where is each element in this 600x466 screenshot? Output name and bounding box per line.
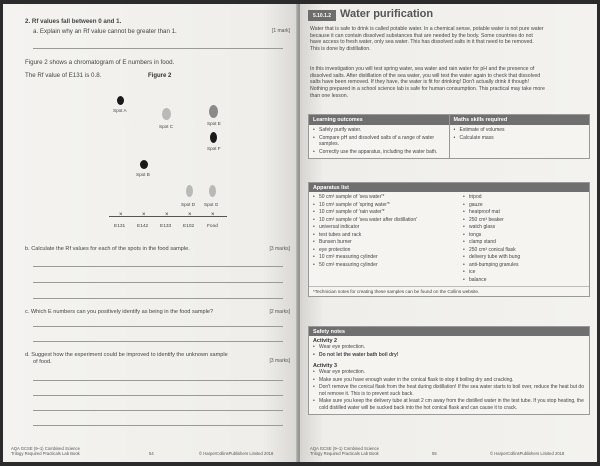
list-item: • Wear eye protection. <box>313 344 585 351</box>
left-footer <box>11 446 80 457</box>
spot-e <box>209 105 218 118</box>
list-item: • delivery tube with bung <box>463 254 520 261</box>
list-item: • watch glass <box>463 224 495 231</box>
spot-g-label: Spot G <box>204 202 219 207</box>
investigation-paragraph <box>310 66 588 99</box>
chromatogram <box>103 84 233 229</box>
maths-skills-list <box>449 125 590 158</box>
list-item: • 50 cm³ measuring cylinder <box>313 262 463 269</box>
baseline-label-e142: E142 <box>137 224 149 229</box>
baseline-cross: × <box>142 212 146 218</box>
list-item: • 50 cm³ sample of 'sea water'* <box>313 194 463 201</box>
list-item: • Estimate of volumes <box>454 127 586 134</box>
spot-b-label: Spot B <box>136 172 150 177</box>
activity-3-list <box>309 369 589 414</box>
question-2d-line-2: of food. <box>33 359 52 366</box>
copyright: © HarperCollinsPublishers Limited 2018 <box>490 450 565 456</box>
answer-line[interactable] <box>33 282 283 283</box>
list-item: • tongs <box>463 232 481 239</box>
list-item: • anti-bumping granules <box>463 262 518 269</box>
answer-line[interactable] <box>33 380 283 381</box>
figure-intro: Figure 2 shows a chromatogram of E numbers in food. <box>25 59 175 66</box>
answer-line[interactable] <box>33 48 283 49</box>
answer-line[interactable] <box>33 410 283 411</box>
list-item: • Make sure you keep the delivery tube at least 2 cm away from the distilled water in the test tube. If you stop heating, the cold distilled water will be sucked back into the hot conical flask and can cause it to crack. <box>313 398 585 411</box>
activity-2-list <box>309 344 589 361</box>
left-page <box>3 4 298 462</box>
spot-e-label: Spot E <box>207 121 221 126</box>
apparatus-heading: Apparatus list <box>309 183 589 192</box>
list-item: • 10 cm³ sample of 'spring water'* <box>313 202 463 209</box>
spot-c <box>162 108 171 120</box>
list-item: • Make sure you have enough water in the conical flask to stop it boiling dry and cracking. <box>313 377 585 384</box>
investigation-line: Nothing prepared in a school science lab is safe for human consumption. This practical may take more <box>310 85 545 92</box>
list-item: • tripod <box>463 194 482 201</box>
maths-skills-heading: Maths skills required <box>449 115 590 125</box>
apparatus-box <box>308 182 590 297</box>
investigation-line: than one lesson. <box>310 92 349 99</box>
intro-line: This is done by distillation. <box>310 45 371 52</box>
list-item: • 250 cm³ beaker <box>463 217 504 224</box>
question-2-heading: 2. Rf values fall between 0 and 1. <box>25 18 122 25</box>
page-title: Water purification <box>340 8 434 20</box>
footer-book: Trilogy Required Practicals Lab Book <box>11 450 80 456</box>
intro-line: because it can contain dissolved substances that are needed by the body. Some countries do not <box>310 32 533 39</box>
baseline-label-e102: E102 <box>183 224 195 229</box>
list-item: • Correctly use the apparatus, including the water bath. <box>313 149 445 156</box>
apparatus-list <box>309 192 589 286</box>
baseline-label-food: Food <box>207 224 218 229</box>
list-item: • Do not let the water bath boil dry! <box>313 352 585 359</box>
learning-outcomes-heading: Learning outcomes <box>309 115 449 125</box>
baseline-label-e131: E131 <box>114 224 126 229</box>
outcomes-box <box>308 114 590 159</box>
figure-title: Figure 2 <box>148 73 172 79</box>
safety-box <box>308 326 590 415</box>
list-item: • universal indicator <box>313 224 463 231</box>
answer-line[interactable] <box>33 298 283 299</box>
answer-line[interactable] <box>33 326 283 327</box>
list-item: • 10 cm³ sample of 'rain water'* <box>313 209 463 216</box>
safety-heading: Safety notes <box>309 327 589 336</box>
page-number: 55 <box>432 450 437 456</box>
footer-book: Trilogy Required Practicals Lab Book <box>310 450 379 456</box>
answer-line[interactable] <box>33 425 283 426</box>
spot-f-label: Spot F <box>207 146 221 151</box>
copyright: © HarperCollinsPublishers Limited 2018 <box>199 450 274 456</box>
intro-line: Water that is safe to drink is called potable water. In a chemical sense, potable water is not pure water <box>310 26 544 32</box>
list-item: • Safely purify water. <box>313 127 445 134</box>
question-2d-marks: [3 marks] <box>269 358 290 364</box>
baseline-cross: × <box>188 212 192 218</box>
baseline-cross: × <box>119 212 123 218</box>
right-page <box>300 4 597 462</box>
question-2b: b. Calculate the Rf values for each of the spots in the food sample. <box>25 246 190 252</box>
investigation-line: In this investigation you will test spring water, sea water and rain water for pH and the presence of <box>310 66 535 72</box>
question-2d <box>25 352 228 367</box>
list-item: • 250 cm³ conical flask <box>463 247 516 254</box>
spot-a-label: Spot A <box>113 108 127 113</box>
footer-series: AQA GCSE (9–1) Combined Science <box>11 445 80 451</box>
rf-note: The Rf value of E131 is 0.8. <box>25 72 102 79</box>
list-item: • Don't remove the conical flask from the heat during distillation! If the sea water starts to boil over, reduce the heat but do not remove it. This is to prevent suck back. <box>313 384 585 397</box>
question-2d-line-1: d. Suggest how the experiment could be improved to identify the unknown sample <box>25 352 228 358</box>
spot-d-label: Spot D <box>181 202 196 207</box>
question-2c-marks: [2 marks] <box>269 309 290 315</box>
page-number: 54 <box>149 450 154 456</box>
list-item: • balance <box>463 277 487 284</box>
activity-3-heading: Activity 3 <box>313 363 337 370</box>
question-2c: c. Which E numbers can you positively identify as being in the food sample? <box>25 309 214 315</box>
list-item: • Wear eye protection. <box>313 369 585 376</box>
spot-b <box>140 160 148 169</box>
question-2b-marks: [3 marks] <box>269 246 290 252</box>
activity-2-heading: Activity 2 <box>313 338 337 345</box>
list-item: • Bunsen burner <box>313 239 463 246</box>
spot-g <box>209 185 216 197</box>
spot-c-label: Spot C <box>159 124 174 129</box>
list-item: • heatproof mat <box>463 209 500 216</box>
footer-series: AQA GCSE (9–1) Combined Science <box>310 445 379 451</box>
list-item: • 10 cm³ sample of 'sea water after distillation' <box>313 217 463 224</box>
spec-code-badge: 5.10.1.2 <box>308 10 336 21</box>
intro-line: have access to fresh water, only sea water. This has dissolved salts in it that need to be removed. <box>310 39 534 46</box>
spot-d <box>186 185 193 197</box>
question-2a-marks: [1 mark] <box>271 28 290 34</box>
list-item: • ice <box>463 269 475 276</box>
investigation-line: dissolved salts. After distillation of the sea water, you will test the water again to check that dissolved <box>310 72 541 79</box>
baseline-cross: × <box>211 212 215 218</box>
answer-line[interactable] <box>33 266 283 267</box>
list-item: • eye protection <box>313 247 463 254</box>
spot-f <box>210 132 217 143</box>
baseline-label-e133: E133 <box>160 224 172 229</box>
list-item: • gauze <box>463 202 483 209</box>
baseline-cross: × <box>165 212 169 218</box>
learning-outcomes-list <box>309 125 449 158</box>
right-footer <box>310 446 379 457</box>
question-2a: a. Explain why an Rf value cannot be greater than 1. <box>33 28 177 35</box>
intro-paragraph <box>310 26 588 53</box>
spot-a <box>117 96 124 105</box>
list-item: • test tubes and rack <box>313 232 463 239</box>
list-item: • 10 cm³ measuring cylinder <box>313 254 463 261</box>
answer-line[interactable] <box>33 395 283 396</box>
technician-note: *Technician notes for creating these samples can be found on the Collins website. <box>309 286 589 296</box>
answer-line[interactable] <box>33 341 283 342</box>
investigation-line: salts have been removed. If they have, the water is fit for drinking! Don't actually drink it though! <box>310 79 529 86</box>
list-item: • Compare pH and dissolved salts of a range of water samples. <box>313 135 445 148</box>
list-item: • Calculate mass <box>454 135 586 142</box>
list-item: • clamp stand <box>463 239 496 246</box>
